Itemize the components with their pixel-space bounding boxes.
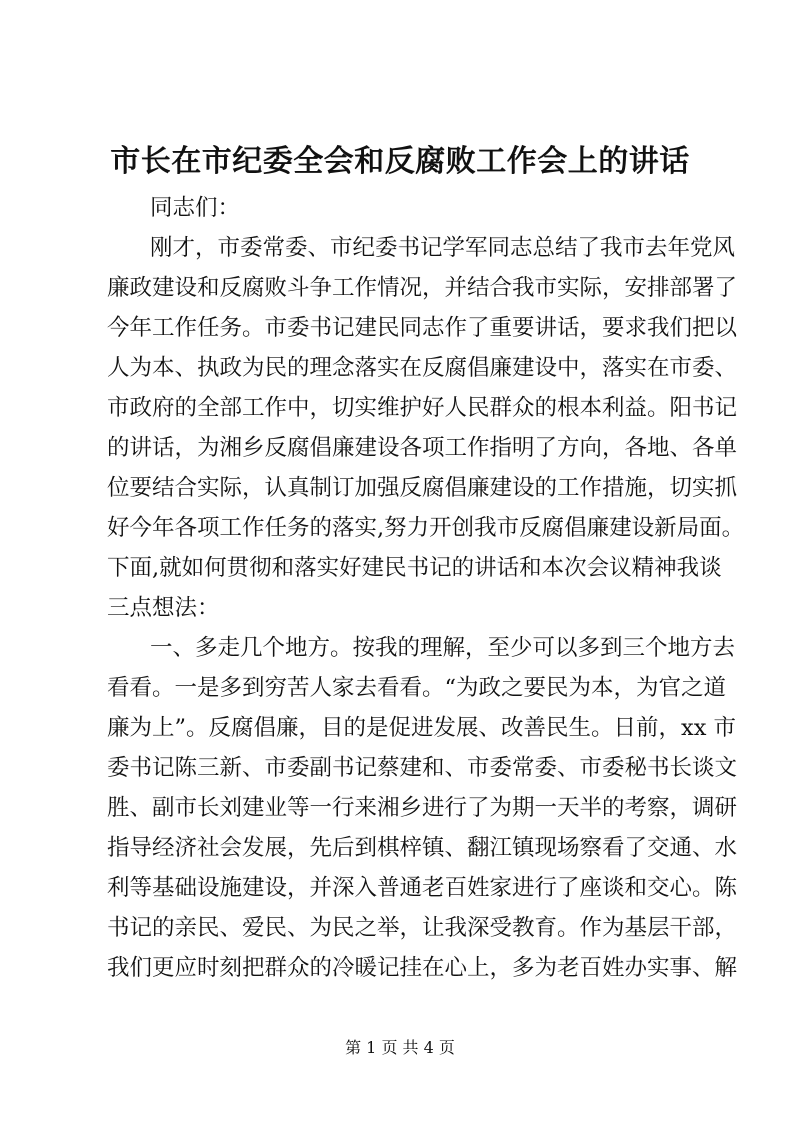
body-line: 书记的亲民、爱民、为民之举，让我深受教育。作为基层干部，: [107, 915, 738, 941]
document-title: 市长在市纪委全会和反腐败工作会上的讲话: [110, 144, 690, 179]
body-line: 看看。一是多到穷苦人家去看看。“为政之要民为本，为官之道: [107, 675, 727, 701]
body-line: 人为本、执政为民的理念落实在反腐倡廉建设中，落实在市委、: [107, 355, 738, 381]
body-line: 位要结合实际，认真制订加强反腐倡廉建设的工作措施，切实抓: [107, 475, 738, 501]
body-line: 的讲话，为湘乡反腐倡廉建设各项工作指明了方向，各地、各单: [107, 435, 738, 461]
body-line: 委书记陈三新、市委副书记蔡建和、市委常委、市委秘书长谈文: [107, 755, 738, 781]
salutation-line: 同志们：: [150, 195, 241, 221]
body-line: 刚才，市委常委、市纪委书记学军同志总结了我市去年党风: [150, 235, 736, 261]
body-line: 三点想法：: [107, 595, 220, 621]
body-line: 指导经济社会发展，先后到棋梓镇、翻江镇现场察看了交通、水: [107, 835, 738, 861]
body-line: 好今年各项工作任务的落实,努力开创我市反腐倡廉建设新局面。: [107, 515, 745, 541]
body-line: 市政府的全部工作中，切实维护好人民群众的根本利益。阳书记: [107, 395, 738, 421]
body-line: 下面,就如何贯彻和落实好建民书记的讲话和本次会议精神我谈: [107, 555, 722, 581]
body-line: 我们更应时刻把群众的冷暖记挂在心上，多为老百姓办实事、解: [107, 955, 738, 981]
body-line: 利等基础设施建设，并深入普通老百姓家进行了座谈和交心。陈: [107, 875, 738, 901]
body-line: 廉政建设和反腐败斗争工作情况，并结合我市实际，安排部署了: [107, 275, 738, 301]
page-number-footer: 第 1 页 共 4 页: [345, 1038, 455, 1057]
body-line: 廉为上”。反腐倡廉，目的是促进发展、改善民生。日前，xx 市: [107, 715, 737, 741]
body-line: 今年工作任务。市委书记建民同志作了重要讲话，要求我们把以: [107, 315, 738, 341]
body-line: 胜、副市长刘建业等一行来湘乡进行了为期一天半的考察，调研: [107, 795, 738, 821]
section-one-line: 一、多走几个地方。按我的理解，至少可以多到三个地方去: [150, 635, 736, 661]
